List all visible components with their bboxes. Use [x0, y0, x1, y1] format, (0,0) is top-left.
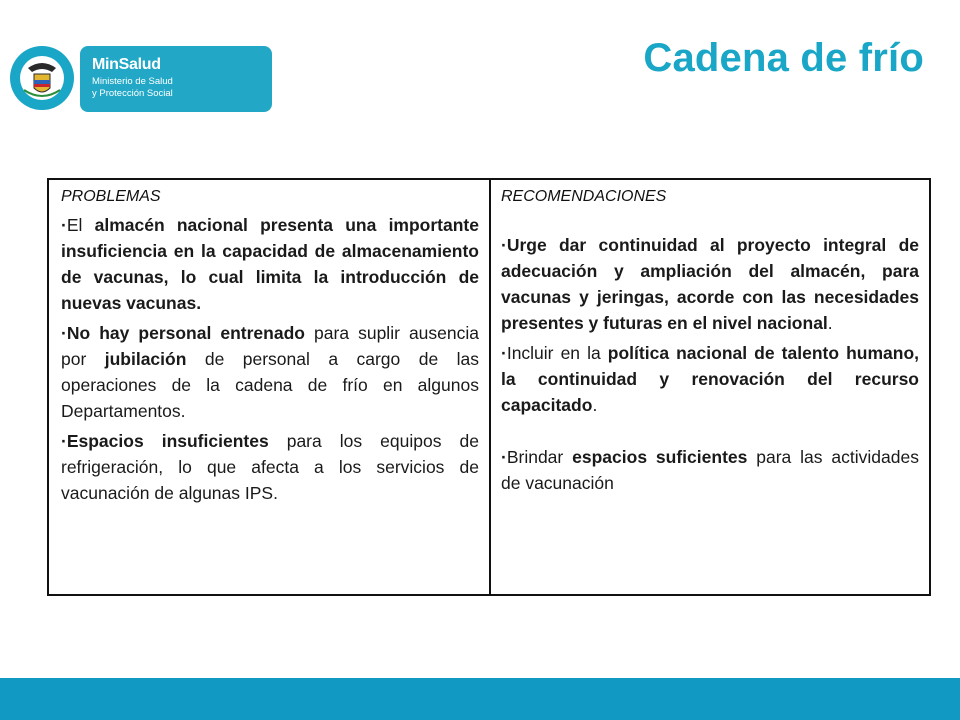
problem-item [61, 320, 479, 424]
spacer [501, 422, 919, 444]
recommendation-text: para las actividades de vacunación [501, 447, 919, 493]
recommendations-column [491, 180, 929, 594]
comparison-table [47, 178, 931, 596]
footer-band [0, 678, 960, 720]
recommendation-item [501, 232, 919, 336]
problem-text: jubilación [104, 349, 187, 369]
logo-line-2: y Protección Social [92, 88, 173, 99]
recommendation-text: . [827, 313, 833, 333]
logo-subtitle [92, 76, 173, 100]
recommendations-list [501, 212, 919, 496]
problem-text: para los equipos de refrigeración, lo que afecta a los servicios de vacunación de algunas IPS. [61, 431, 479, 503]
recommendation-text: Incluir en la [506, 343, 608, 363]
logo-line-1: Ministerio de Salud [92, 76, 173, 87]
recommendation-text: espacios suficientes [572, 447, 748, 467]
problem-text: No hay personal entrenado [66, 323, 305, 343]
problem-text: El [66, 215, 95, 235]
problems-list [61, 212, 479, 506]
problems-column [49, 180, 491, 594]
recommendation-text: Brindar [506, 447, 573, 467]
page-title: Cadena de frío [643, 36, 924, 80]
recommendations-heading: RECOMENDACIONES [501, 188, 667, 205]
problem-item [61, 428, 479, 506]
problem-text: de personal a cargo de las operaciones de la cadena de frío en algunos Departamentos. [61, 349, 479, 421]
colombia-seal-icon [8, 44, 76, 112]
bullet-icon: · [61, 431, 67, 451]
problem-item [61, 212, 479, 316]
problem-text: Espacios insuficientes [66, 431, 269, 451]
bullet-icon: · [501, 235, 507, 255]
recommendation-text: Urge dar continuidad al proyecto integral de adecuación y ampliación del almacén, para vacunas y jeringas, acorde con las necesidades presentes y futuras en el nivel nacional [501, 235, 919, 333]
logo-brand: MinSalud [92, 56, 161, 73]
bullet-icon: · [61, 323, 67, 343]
bullet-icon: · [61, 215, 67, 235]
problem-text: almacén nacional presenta una importante insuficiencia en la capacidad de almacenamiento de vacunas, lo cual limita la introducción de nuevas vacunas. [61, 215, 479, 313]
recommendation-text: política nacional de talento humano, la continuidad y renovación del recurso capacitado [501, 343, 919, 415]
minsalud-logo-box [80, 46, 272, 112]
recommendation-text: . [592, 395, 598, 415]
recommendation-item [501, 340, 919, 418]
recommendation-item [501, 444, 919, 496]
problem-text: para suplir ausencia por [61, 323, 480, 369]
bullet-icon: · [501, 343, 507, 363]
problems-heading: PROBLEMAS [61, 188, 161, 205]
logo [8, 44, 272, 114]
spacer [501, 212, 919, 232]
bullet-icon: · [501, 447, 507, 467]
